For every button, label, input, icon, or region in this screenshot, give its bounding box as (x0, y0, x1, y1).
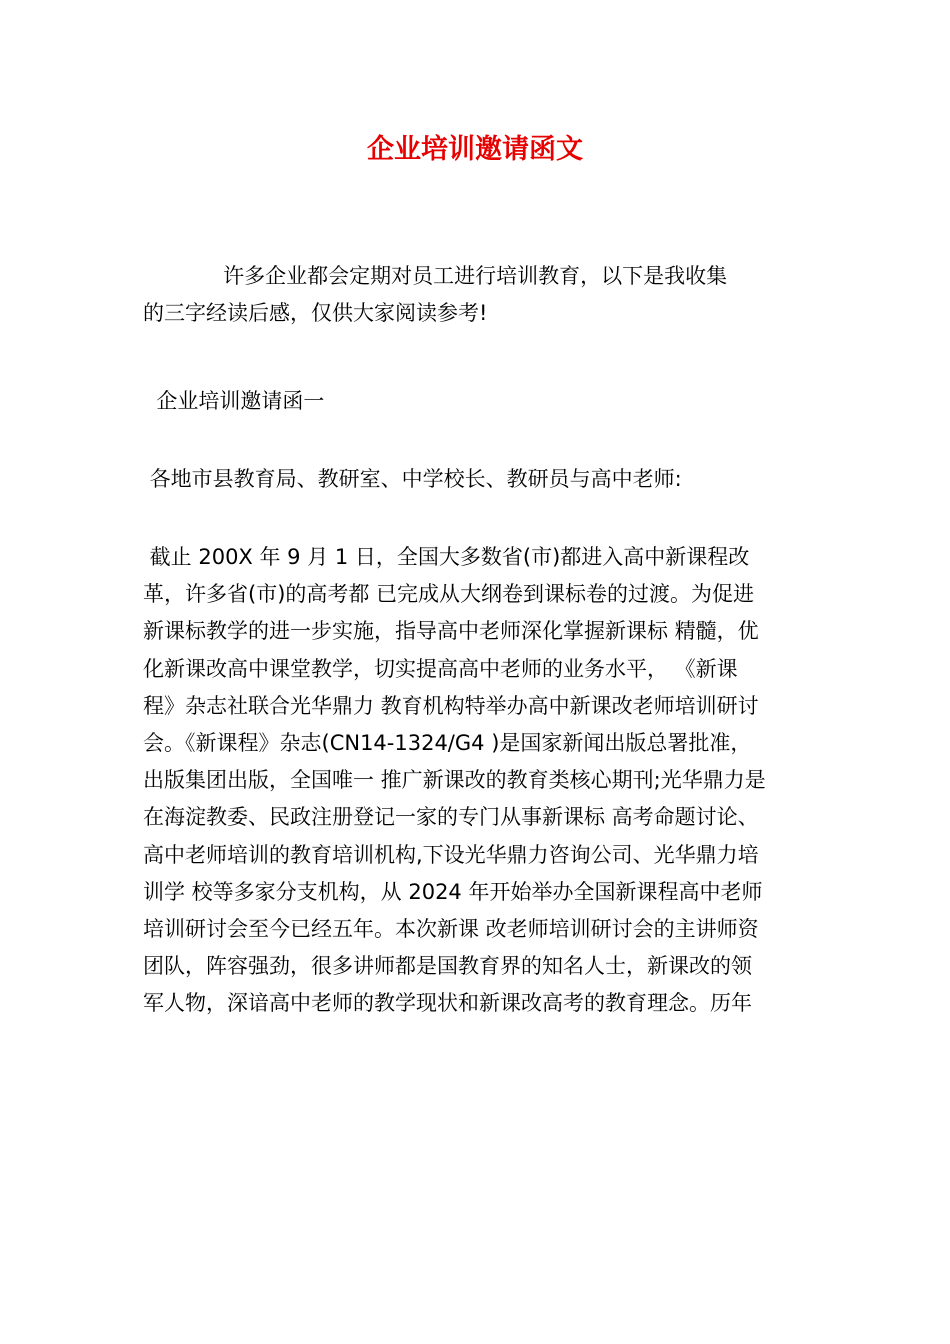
body-line: 军人物，深谙高中老师的教学现状和新课改高考的教育理念。历年 (143, 991, 752, 1016)
intro-line: 的三字经读后感，仅供大家阅读参考! (143, 301, 488, 325)
section-heading (143, 383, 813, 420)
intro-paragraph (143, 258, 813, 332)
greeting-line (143, 461, 813, 498)
body-paragraph (143, 539, 813, 1022)
section-heading-text: 企业培训邀请函一 (143, 389, 325, 413)
body-line: 化新课改高中课堂教学，切实提高高中老师的业务水平， 《新课 (143, 656, 738, 681)
body-line: 团队，阵容强劲，很多讲师都是国教育界的知名人士，新课改的领 (143, 954, 752, 979)
body-line: 高中老师培训的教育培训机构,下设光华鼎力咨询公司、光华鼎力培 (143, 842, 759, 867)
body-line: 革，许多省(市)的高考都 已完成从大纲卷到课标卷的过渡。为促进 (143, 582, 755, 607)
greeting-text: 各地市县教育局、教研室、中学校长、教研员与高中老师: (143, 467, 682, 491)
body-line: 新课标教学的进一步实施，指导高中老师深化掌握新课标 精髓，优 (143, 619, 759, 644)
body-line: 程》杂志社联合光华鼎力 教育机构特举办高中新课改老师培训研讨 (143, 693, 759, 718)
body-line: 在海淀教委、民政注册登记一家的专门从事新课标 高考命题讨论、 (143, 805, 759, 830)
body-line: 截止 200X 年 9 月 1 日，全国大多数省(市)都进入高中新课程改 (143, 545, 750, 569)
body-line: 出版集团出版，全国唯一 推广新课改的教育类核心期刊;光华鼎力是 (143, 768, 766, 793)
body-line: 会。《新课程》杂志(CN14-1324/G4 )是国家新闻出版总署批准， (143, 730, 752, 755)
intro-line: 许多企业都会定期对员工进行培训教育，以下是我收集 (143, 264, 728, 288)
body-line: 训学 校等多家分支机构，从 2024 年开始举办全国新课程高中老师 (143, 879, 763, 904)
body-line: 培训研讨会至今已经五年。本次新课 改老师培训研讨会的主讲师资 (143, 916, 759, 941)
document-title: 企业培训邀请函文 (367, 134, 583, 165)
